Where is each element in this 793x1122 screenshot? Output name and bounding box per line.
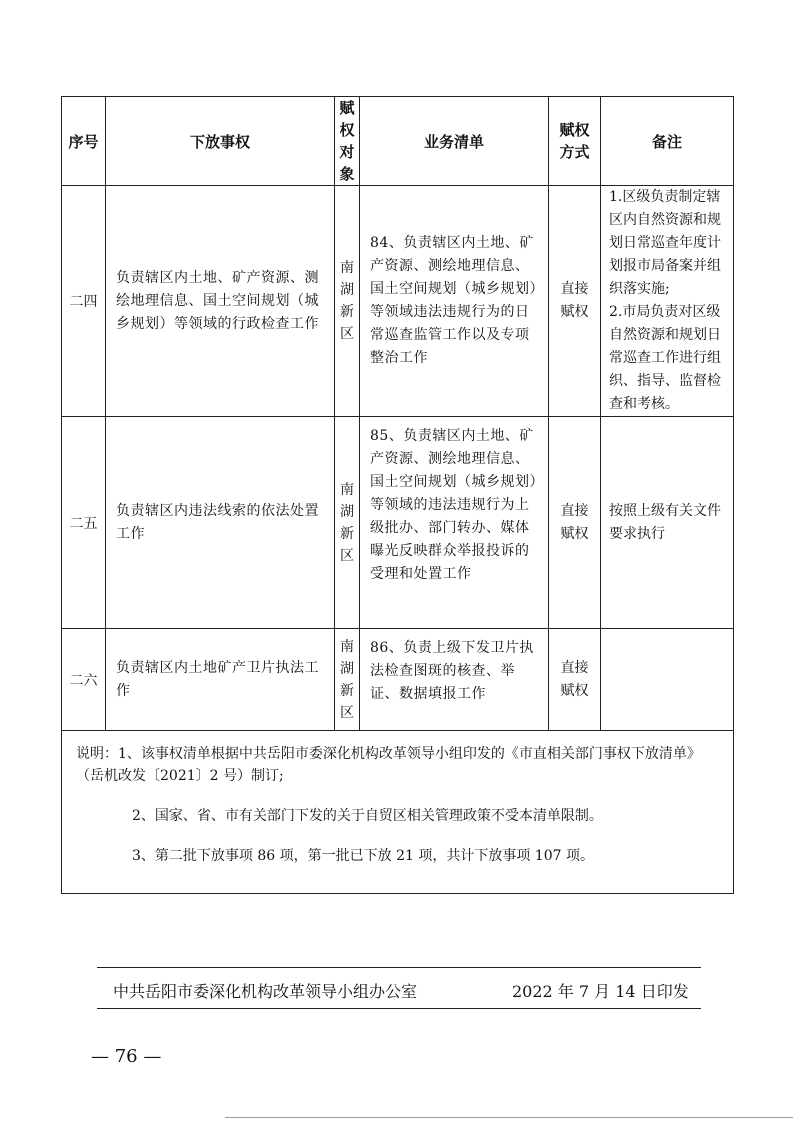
header-serial: 序号 [62,97,106,186]
table-row [62,186,734,417]
page-number: — 76 — [91,1046,162,1067]
table-row [62,417,734,629]
row-business: 85、负责辖区内土地、矿产资源、测绘地理信息、国土空间规划（城乡规划）等领域的违法违规行为上级批办、部门转办、媒体曝光反映群众举报投诉的受理和处置工作 [360,417,549,629]
row-business: 84、负责辖区内土地、矿产资源、测绘地理信息、国土空间规划（城乡规划）等领域违法违规行为的日常巡查监管工作以及专项整治工作 [360,186,549,417]
header-method: 赋权 方式 [549,97,601,186]
remark-line: 按照上级有关文件要求执行 [609,502,721,542]
note-line-1: 说明：1、该事权清单根据中共岳阳市委深化机构改革领导小组印发的《市直相关部门事权下放清单》（岳机改发〔2021〕2 号）制订; [76,746,701,784]
issue-date: 2022 年 7 月 14 日印发 [512,982,689,1001]
remark-line: 1.区级负责制定辖区内自然资源和规划日常巡查年度计划报市局备案并组织落实施; [609,189,721,297]
row-serial: 二四 [62,186,106,417]
row-remark [601,417,734,629]
row-method: 直接 赋权 [549,629,601,731]
authority-table [61,96,734,894]
notes-cell [62,731,734,894]
page-edge-line [225,1117,793,1118]
row-power: 负责辖区内土地矿产卫片执法工作 [106,629,335,731]
row-serial: 二六 [62,629,106,731]
header-business: 业务清单 [360,97,549,186]
row-method: 直接 赋权 [549,186,601,417]
table-row [62,629,734,731]
row-target: 南湖新区 [335,629,360,731]
table-header-row [62,97,734,186]
row-remark [601,629,734,731]
row-remark [601,186,734,417]
issuing-organization: 中共岳阳市委深化机构改革领导小组办公室 [113,982,418,1001]
row-power: 负责辖区内土地、矿产资源、测绘地理信息、国土空间规划（城乡规划）等领域的行政检查工作 [106,186,335,417]
header-power: 下放事权 [106,97,335,186]
row-business: 86、负责上级下发卫片执法检查图斑的核查、举证、数据填报工作 [360,629,549,731]
row-target: 南湖新区 [335,186,360,417]
row-target: 南湖新区 [335,417,360,629]
row-power: 负责辖区内违法线索的依法处置工作 [106,417,335,629]
footer-top-rule [97,967,701,968]
remark-line: 2.市局负责对区级自然资源和规划日常巡查工作进行组织、指导、监督检查和考核。 [609,304,721,412]
row-method: 直接 赋权 [549,417,601,629]
footer-bottom-rule [97,1008,701,1009]
header-target: 赋权对象 [335,97,360,186]
header-remark: 备注 [601,97,734,186]
row-serial: 二五 [62,417,106,629]
note-line-3: 3、第二批下放事项 86 项，第一批已下放 21 项，共计下放事项 107 项。 [132,848,594,864]
notes-row [62,731,734,894]
note-line-2: 2、国家、省、市有关部门下发的关于自贸区相关管理政策不受本清单限制。 [132,808,603,824]
